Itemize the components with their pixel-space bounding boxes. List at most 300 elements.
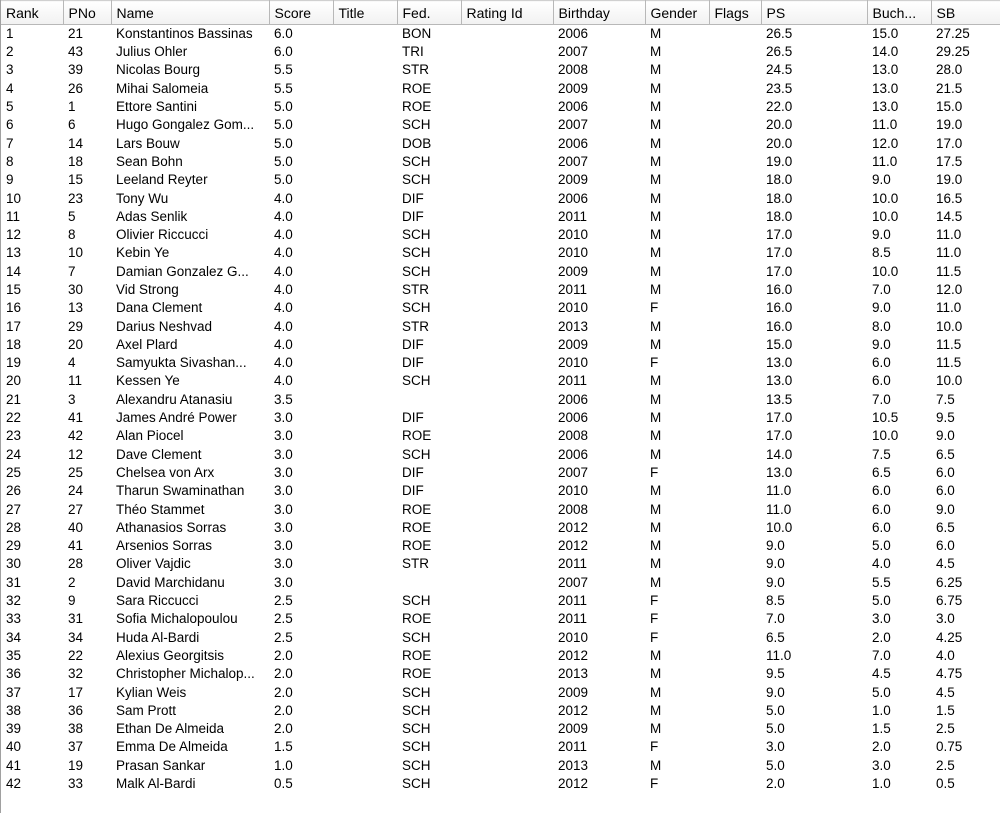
table-row[interactable] xyxy=(1,80,1000,98)
cell-birthday: 2010 xyxy=(558,355,589,371)
cell-buch: 8.0 xyxy=(872,318,891,334)
cell-pno: 18 xyxy=(68,153,84,169)
cell-rank: 8 xyxy=(6,153,14,169)
table-row[interactable] xyxy=(1,409,1000,427)
cell-pno: 28 xyxy=(68,556,84,572)
cell-birthday: 2010 xyxy=(558,629,589,645)
table-row[interactable] xyxy=(1,317,1000,335)
cell-buch: 7.0 xyxy=(872,391,891,407)
cell-score: 2.5 xyxy=(274,611,293,627)
cell-birthday: 2009 xyxy=(558,172,589,188)
cell-sb: 15.0 xyxy=(936,99,963,115)
cell-rank: 36 xyxy=(6,666,22,682)
cell-name: Dana Clement xyxy=(116,300,203,316)
cell-ps: 10.0 xyxy=(766,519,793,535)
cell-name: Sara Riccucci xyxy=(116,593,199,609)
header-row xyxy=(1,1,1000,25)
table-row[interactable] xyxy=(1,574,1000,592)
cell-name: Alexandru Atanasiu xyxy=(116,391,233,407)
cell-sb: 9.0 xyxy=(936,501,955,517)
cell-birthday: 2013 xyxy=(558,666,589,682)
cell-score: 6.0 xyxy=(274,26,293,41)
cell-score: 5.5 xyxy=(274,80,293,96)
table-row[interactable] xyxy=(1,537,1000,555)
cell-ps: 16.0 xyxy=(766,300,793,316)
table-row[interactable] xyxy=(1,610,1000,628)
cell-ps: 6.5 xyxy=(766,629,785,645)
cell-rank: 41 xyxy=(6,757,22,773)
cell-pno: 23 xyxy=(68,190,84,206)
cell-buch: 10.0 xyxy=(872,428,899,444)
cell-rank: 9 xyxy=(6,172,14,188)
column-header-birthday[interactable]: Birthday xyxy=(553,1,645,25)
cell-name: Adas Senlik xyxy=(116,208,188,224)
standings-table xyxy=(1,0,1000,793)
cell-birthday: 2009 xyxy=(558,336,589,352)
cell-rank: 33 xyxy=(6,611,22,627)
cell-sb: 4.25 xyxy=(936,629,963,645)
cell-birthday: 2012 xyxy=(558,519,589,535)
cell-score: 3.5 xyxy=(274,391,293,407)
cell-rank: 11 xyxy=(6,208,21,224)
column-header-buch[interactable]: Buch... xyxy=(867,1,931,25)
cell-flags xyxy=(709,372,761,390)
cell-rank: 21 xyxy=(6,391,22,407)
cell-sb: 9.0 xyxy=(936,428,955,444)
cell-fed: SCH xyxy=(402,172,431,188)
cell-score: 3.0 xyxy=(274,446,293,462)
table-row[interactable] xyxy=(1,775,1000,793)
cell-birthday: 2011 xyxy=(558,593,588,609)
cell-gender: M xyxy=(650,391,662,407)
table-row[interactable] xyxy=(1,372,1000,390)
table-row[interactable] xyxy=(1,665,1000,683)
cell-gender: F xyxy=(650,629,659,645)
cell-flags xyxy=(709,537,761,555)
table-row[interactable] xyxy=(1,464,1000,482)
table-row[interactable] xyxy=(1,336,1000,354)
cell-fed: STR xyxy=(402,282,429,297)
table-row[interactable] xyxy=(1,153,1000,171)
table-row[interactable] xyxy=(1,683,1000,701)
cell-birthday: 2011 xyxy=(558,556,588,572)
cell-title xyxy=(333,702,397,720)
cell-buch: 13.0 xyxy=(872,80,899,96)
cell-flags xyxy=(709,464,761,482)
cell-rank: 16 xyxy=(6,300,22,316)
cell-buch: 9.0 xyxy=(872,300,891,316)
cell-gender: M xyxy=(650,757,662,773)
cell-pno: 15 xyxy=(68,172,84,188)
cell-title xyxy=(333,244,397,262)
cell-ps: 9.5 xyxy=(766,666,785,682)
cell-ps: 5.0 xyxy=(766,721,785,737)
table-row[interactable] xyxy=(1,647,1000,665)
cell-fed: STR xyxy=(402,318,429,334)
cell-ps: 5.0 xyxy=(766,757,785,773)
cell-name: Christopher Michalop... xyxy=(116,666,255,682)
column-header-score[interactable]: Score xyxy=(269,1,333,25)
cell-score: 5.0 xyxy=(274,99,293,115)
table-row[interactable] xyxy=(1,171,1000,189)
cell-ps: 26.5 xyxy=(766,26,793,41)
cell-fed: SCH xyxy=(402,702,431,718)
table-row[interactable] xyxy=(1,720,1000,738)
cell-title xyxy=(333,372,397,390)
cell-gender: M xyxy=(650,501,662,517)
column-header-rating-id[interactable]: Rating Id xyxy=(461,1,553,25)
cell-pno: 14 xyxy=(68,135,84,151)
cell-score: 3.0 xyxy=(274,538,293,554)
table-row[interactable] xyxy=(1,43,1000,61)
cell-fed: SCH xyxy=(402,300,431,316)
table-row[interactable] xyxy=(1,61,1000,79)
cell-pno: 34 xyxy=(68,629,84,645)
cell-rating-id xyxy=(461,464,553,482)
cell-name: David Marchidanu xyxy=(116,574,225,590)
cell-name: Sam Prott xyxy=(116,702,177,718)
table-row[interactable] xyxy=(1,738,1000,756)
cell-sb: 19.0 xyxy=(936,117,963,133)
table-row[interactable] xyxy=(1,500,1000,518)
cell-fed: STR xyxy=(402,62,429,78)
cell-gender: F xyxy=(650,739,659,755)
cell-flags xyxy=(709,665,761,683)
cell-birthday: 2006 xyxy=(558,190,589,206)
cell-buch: 6.0 xyxy=(872,501,891,517)
cell-score: 5.0 xyxy=(274,172,293,188)
cell-birthday: 2011 xyxy=(558,208,588,224)
cell-name: Lars Bouw xyxy=(116,135,180,151)
column-header-pno[interactable]: PNo xyxy=(63,1,111,25)
cell-sb: 11.5 xyxy=(936,336,962,352)
cell-buch: 4.0 xyxy=(872,556,891,572)
cell-name: Emma De Almeida xyxy=(116,739,228,755)
cell-pno: 19 xyxy=(68,757,84,773)
cell-rating-id xyxy=(461,208,553,226)
cell-birthday: 2009 xyxy=(558,80,589,96)
cell-birthday: 2009 xyxy=(558,263,589,279)
cell-ps: 20.0 xyxy=(766,135,793,151)
cell-birthday: 2006 xyxy=(558,446,589,462)
cell-pno: 12 xyxy=(68,446,84,462)
cell-rating-id xyxy=(461,519,553,537)
cell-flags xyxy=(709,208,761,226)
cell-ps: 9.0 xyxy=(766,574,785,590)
cell-sb: 19.0 xyxy=(936,172,963,188)
cell-rating-id xyxy=(461,61,553,79)
cell-rating-id xyxy=(461,263,553,281)
cell-gender: M xyxy=(650,26,662,41)
table-row[interactable] xyxy=(1,281,1000,299)
cell-score: 2.0 xyxy=(274,647,293,663)
cell-flags xyxy=(709,244,761,262)
cell-flags xyxy=(709,61,761,79)
cell-name: Alan Piocel xyxy=(116,428,184,444)
cell-fed: SCH xyxy=(402,263,431,279)
table-row[interactable] xyxy=(1,244,1000,262)
cell-name: Ethan De Almeida xyxy=(116,721,225,737)
cell-fed xyxy=(397,391,461,409)
cell-ps: 7.0 xyxy=(766,611,785,627)
cell-gender: M xyxy=(650,666,662,682)
cell-rank: 15 xyxy=(6,282,22,297)
cell-buch: 2.0 xyxy=(872,739,891,755)
cell-gender: M xyxy=(650,483,662,499)
cell-fed: SCH xyxy=(402,739,431,755)
cell-birthday: 2013 xyxy=(558,757,589,773)
cell-buch: 9.0 xyxy=(872,336,891,352)
cell-title xyxy=(333,610,397,628)
cell-buch: 3.0 xyxy=(872,757,891,773)
cell-fed: SCH xyxy=(402,245,431,261)
cell-score: 3.0 xyxy=(274,428,293,444)
cell-buch: 6.5 xyxy=(872,464,891,480)
cell-sb: 6.5 xyxy=(936,519,955,535)
cell-flags xyxy=(709,647,761,665)
cell-score: 6.0 xyxy=(274,44,293,60)
cell-name: Malk Al-Bardi xyxy=(116,776,196,792)
cell-ps: 17.0 xyxy=(766,245,793,261)
cell-buch: 11.0 xyxy=(872,153,898,169)
cell-buch: 7.5 xyxy=(872,446,891,462)
cell-pno: 26 xyxy=(68,80,84,96)
table-row[interactable] xyxy=(1,116,1000,134)
cell-buch: 3.0 xyxy=(872,611,891,627)
cell-pno: 21 xyxy=(68,26,84,41)
cell-rating-id xyxy=(461,592,553,610)
cell-gender: M xyxy=(650,410,662,426)
cell-title xyxy=(333,500,397,518)
cell-sb: 1.5 xyxy=(936,702,955,718)
cell-gender: M xyxy=(650,153,662,169)
cell-score: 2.0 xyxy=(274,684,293,700)
cell-fed: DIF xyxy=(402,483,424,499)
cell-flags xyxy=(709,226,761,244)
cell-birthday: 2008 xyxy=(558,62,589,78)
cell-title xyxy=(333,446,397,464)
cell-birthday: 2009 xyxy=(558,684,589,700)
cell-name: Tharun Swaminathan xyxy=(116,483,245,499)
table-row[interactable] xyxy=(1,757,1000,775)
column-header-rank[interactable]: Rank xyxy=(1,1,63,25)
cell-name: Kebin Ye xyxy=(116,245,170,261)
cell-title xyxy=(333,208,397,226)
cell-title xyxy=(333,116,397,134)
cell-rank: 35 xyxy=(6,647,22,663)
cell-buch: 10.5 xyxy=(872,410,899,426)
cell-name: Darius Neshvad xyxy=(116,318,213,334)
cell-score: 2.5 xyxy=(274,629,293,645)
cell-rating-id xyxy=(461,134,553,152)
cell-buch: 15.0 xyxy=(872,26,899,41)
cell-rating-id xyxy=(461,116,553,134)
column-header-ps[interactable]: PS xyxy=(761,1,867,25)
cell-birthday: 2006 xyxy=(558,410,589,426)
table-body xyxy=(1,25,1000,794)
column-header-flags[interactable]: Flags xyxy=(709,1,761,25)
cell-flags xyxy=(709,720,761,738)
cell-gender: M xyxy=(650,336,662,352)
cell-title xyxy=(333,299,397,317)
cell-sb: 4.0 xyxy=(936,647,955,663)
cell-gender: M xyxy=(650,227,662,243)
table-row[interactable] xyxy=(1,629,1000,647)
table-row[interactable] xyxy=(1,519,1000,537)
cell-gender: F xyxy=(650,300,659,316)
table-row[interactable] xyxy=(1,446,1000,464)
cell-ps: 3.0 xyxy=(766,739,785,755)
cell-title xyxy=(333,482,397,500)
cell-sb: 4.5 xyxy=(936,556,955,572)
cell-rating-id xyxy=(461,80,553,98)
column-header-gender[interactable]: Gender xyxy=(645,1,709,25)
cell-rating-id xyxy=(461,281,553,299)
table-row[interactable] xyxy=(1,98,1000,116)
cell-buch: 6.0 xyxy=(872,373,891,389)
cell-buch: 6.0 xyxy=(872,483,891,499)
cell-fed: SCH xyxy=(402,227,431,243)
cell-fed: DIF xyxy=(402,355,424,371)
column-header-sb[interactable]: SB xyxy=(931,1,1000,25)
table-row[interactable] xyxy=(1,555,1000,573)
table-row[interactable] xyxy=(1,354,1000,372)
cell-flags xyxy=(709,574,761,592)
cell-title xyxy=(333,592,397,610)
table-row[interactable] xyxy=(1,299,1000,317)
cell-buch: 6.0 xyxy=(872,519,891,535)
cell-fed: SCH xyxy=(402,446,431,462)
cell-rating-id xyxy=(461,482,553,500)
cell-name: Alexius Georgitsis xyxy=(116,647,225,663)
cell-title xyxy=(333,409,397,427)
cell-fed: SCH xyxy=(402,721,431,737)
cell-buch: 11.0 xyxy=(872,117,898,133)
table-row[interactable] xyxy=(1,427,1000,445)
cell-gender: M xyxy=(650,263,662,279)
column-header-fed[interactable]: Fed. xyxy=(397,1,461,25)
cell-rating-id xyxy=(461,555,553,573)
cell-flags xyxy=(709,702,761,720)
cell-score: 2.0 xyxy=(274,721,293,737)
cell-title xyxy=(333,25,397,44)
cell-fed: SCH xyxy=(402,776,431,792)
cell-birthday: 2006 xyxy=(558,391,589,407)
cell-gender: M xyxy=(650,117,662,133)
cell-pno: 22 xyxy=(68,647,84,663)
cell-score: 5.0 xyxy=(274,135,293,151)
cell-rank: 6 xyxy=(6,117,14,133)
cell-score: 2.0 xyxy=(274,666,293,682)
cell-name: Kylian Weis xyxy=(116,684,187,700)
cell-name: Samyukta Sivashan... xyxy=(116,355,247,371)
cell-title xyxy=(333,391,397,409)
table-row[interactable] xyxy=(1,592,1000,610)
cell-rank: 4 xyxy=(6,80,14,96)
table-row[interactable] xyxy=(1,189,1000,207)
cell-gender: F xyxy=(650,611,659,627)
cell-title xyxy=(333,43,397,61)
cell-gender: M xyxy=(650,446,662,462)
cell-rating-id xyxy=(461,702,553,720)
cell-birthday: 2012 xyxy=(558,776,589,792)
cell-flags xyxy=(709,446,761,464)
cell-ps: 18.0 xyxy=(766,208,793,224)
cell-fed: SCH xyxy=(402,684,431,700)
cell-gender: M xyxy=(650,574,662,590)
cell-name: Huda Al-Bardi xyxy=(116,629,200,645)
cell-rank: 12 xyxy=(6,227,22,243)
cell-ps: 5.0 xyxy=(766,702,785,718)
cell-sb: 11.0 xyxy=(936,227,962,243)
table-row[interactable] xyxy=(1,134,1000,152)
column-header-title[interactable]: Title xyxy=(333,1,397,25)
table-row[interactable] xyxy=(1,208,1000,226)
cell-birthday: 2010 xyxy=(558,483,589,499)
cell-score: 1.5 xyxy=(274,739,293,755)
cell-fed: SCH xyxy=(402,117,431,133)
cell-title xyxy=(333,720,397,738)
cell-sb: 17.0 xyxy=(936,135,963,151)
cell-flags xyxy=(709,500,761,518)
cell-name: Sofia Michalopoulou xyxy=(116,611,238,627)
table-row[interactable] xyxy=(1,702,1000,720)
cell-fed: ROE xyxy=(402,80,432,96)
cell-rating-id xyxy=(461,537,553,555)
cell-birthday: 2008 xyxy=(558,428,589,444)
cell-title xyxy=(333,775,397,793)
cell-rank: 40 xyxy=(6,739,22,755)
table-row[interactable] xyxy=(1,391,1000,409)
table-row[interactable] xyxy=(1,226,1000,244)
cell-rating-id xyxy=(461,775,553,793)
cell-birthday: 2012 xyxy=(558,702,589,718)
column-header-name[interactable]: Name xyxy=(111,1,269,25)
cell-score: 4.0 xyxy=(274,300,293,316)
cell-sb: 6.0 xyxy=(936,538,955,554)
cell-score: 3.0 xyxy=(274,410,293,426)
cell-name: Kessen Ye xyxy=(116,373,180,389)
cell-rank: 20 xyxy=(6,373,22,389)
cell-rank: 26 xyxy=(6,483,22,499)
cell-title xyxy=(333,757,397,775)
cell-rating-id xyxy=(461,43,553,61)
cell-birthday: 2012 xyxy=(558,538,589,554)
cell-ps: 13.5 xyxy=(766,391,793,407)
cell-gender: M xyxy=(650,245,662,261)
cell-buch: 7.0 xyxy=(872,647,891,663)
cell-sb: 11.0 xyxy=(936,245,962,261)
cell-sb: 10.0 xyxy=(936,373,963,389)
cell-title xyxy=(333,134,397,152)
cell-birthday: 2007 xyxy=(558,44,589,60)
cell-gender: M xyxy=(650,172,662,188)
cell-score: 3.0 xyxy=(274,464,293,480)
table-row[interactable] xyxy=(1,482,1000,500)
table-row[interactable] xyxy=(1,25,1000,44)
table-row[interactable] xyxy=(1,263,1000,281)
cell-pno: 25 xyxy=(68,464,84,480)
cell-gender: F xyxy=(650,776,659,792)
cell-name: Dave Clement xyxy=(116,446,202,462)
cell-rank: 42 xyxy=(6,776,22,792)
cell-rating-id xyxy=(461,244,553,262)
cell-score: 3.0 xyxy=(274,556,293,572)
cell-fed: SCH xyxy=(402,153,431,169)
cell-fed: TRI xyxy=(402,44,424,60)
cell-ps: 11.0 xyxy=(766,647,792,663)
cell-gender: F xyxy=(650,355,659,371)
